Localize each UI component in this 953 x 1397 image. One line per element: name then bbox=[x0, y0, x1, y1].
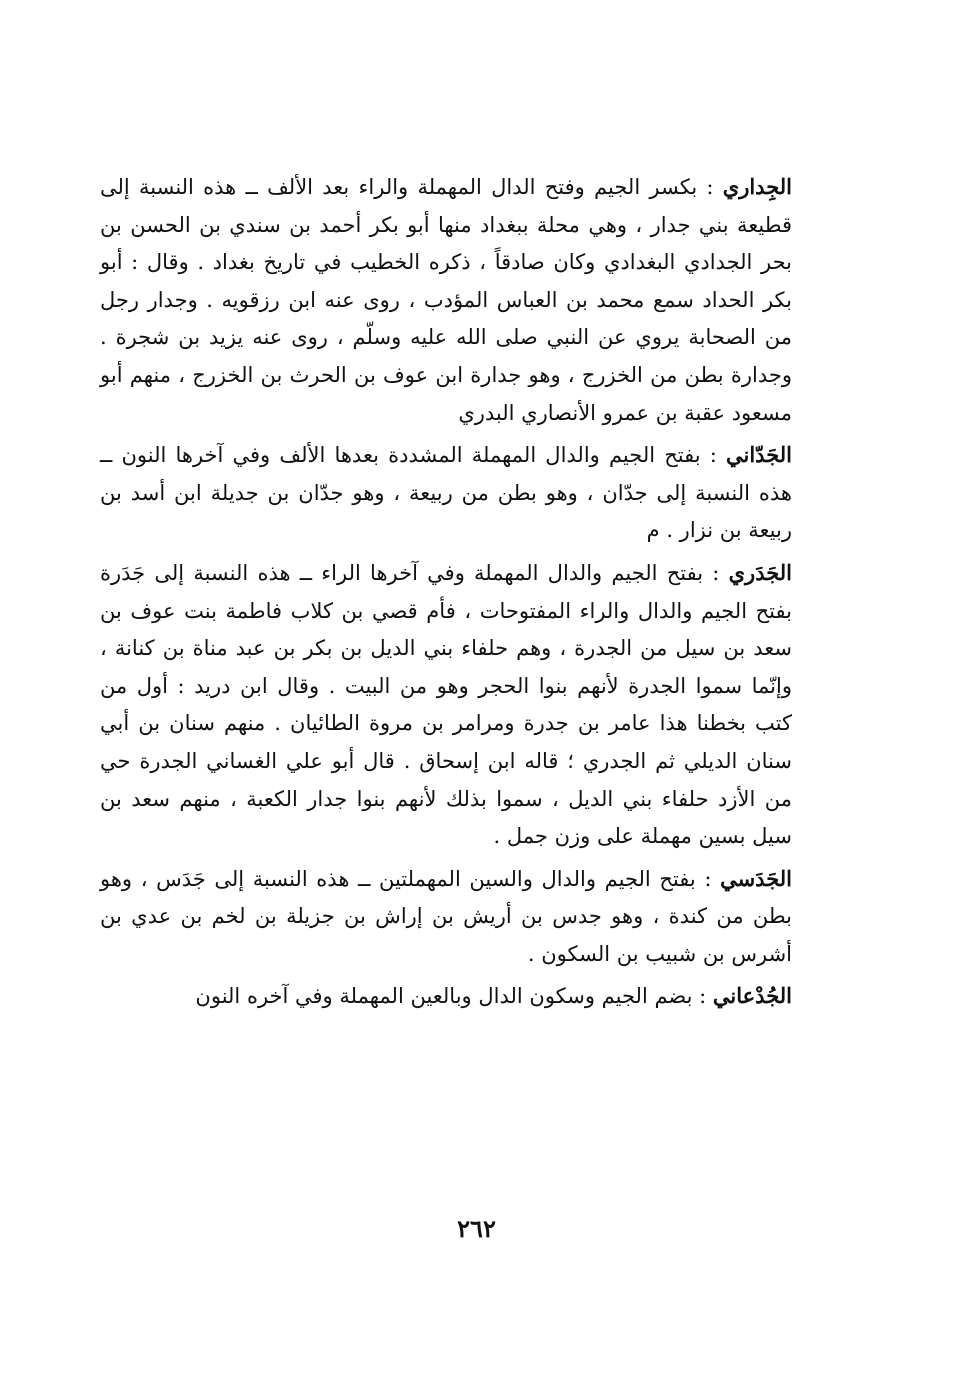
entry-body: : بكسر الجيم وفتح الدال المهملة والراء بعد الألف ــ هذه النسبة إلى قطيعة بني جدار ، وهي محلة ببغداد منها أبو بكر أحمد بن سندي بن الحسن بن بحر الجدادي البغدادي وكان صادقاً ، ذكره الخطيب في تاريخ بغداد . وقال : أبو بكر الحداد سمع محمد بن العباس المؤدب ، روى عنه ابن رزقويه . وجدار رجل من الصحابة يروي عن النبي صلى الله عليه وسلّم ، روى عنه يزيد بن شجرة . وجدارة بطن من الخزرج ، وهو جدارة ابن عوف بن الحرث بن الخزرج ، منهم أبو مسعود عقبة بن عمرو الأنصاري البدري bbox=[100, 175, 792, 425]
entry-body: : بضم الجيم وسكون الدال وبالعين المهملة وفي آخره النون bbox=[195, 984, 713, 1009]
entry-headword: الجَدّاني bbox=[726, 442, 792, 468]
entry-aljaddani bbox=[100, 436, 792, 550]
entry-aljudani bbox=[100, 977, 792, 1016]
entry-body: : بفتح الجيم والدال المهملة المشددة بعدها الألف وفي آخرها النون ــ هذه النسبة إلى جدّان ، وهو بطن من ربيعة ، وهو جدّان بن جديلة ابن أسد بن ربيعة بن نزار . م bbox=[100, 443, 792, 543]
entry-body: : بفتح الجيم والدال المهملة وفي آخرها الراء ــ هذه النسبة إلى جَدَرة بفتح الجيم والدال والراء المفتوحات ، فأم قصي بن كلاب فاطمة بنت عوف بن سعد بن سيل من الجدرة ، وهم حلفاء بني الديل بن بكر بن عبد مناة بن كنانة ، وإنّما سموا الجدرة لأنهم بنوا الحجر وهو من البيت . وقال ابن دريد : أول من كتب بخطنا هذا عامر بن جدرة ومرامر بن مروة الطائيان . منهم سنان بن أبي سنان الديلي ثم الجدري ؛ قاله ابن إسحاق . قال أبو علي الغساني الجدرة حي من الأزد حلفاء بني الديل ، سموا بذلك لأنهم بنوا جدار الكعبة ، منهم سعد بن سيل بسين مهملة على وزن جمل . bbox=[100, 560, 792, 849]
entry-headword: الجُدْعاني bbox=[712, 983, 792, 1009]
entry-aljadari bbox=[100, 554, 792, 856]
entry-aljidari bbox=[100, 168, 792, 432]
page-text bbox=[100, 168, 792, 1020]
page-number: ٢٦٢ bbox=[457, 1214, 496, 1243]
entry-aljadasi bbox=[100, 860, 792, 974]
entry-headword: الجَدَري bbox=[728, 559, 792, 585]
entry-headword: الجَدَسي bbox=[720, 865, 792, 891]
entry-headword: الجِداري bbox=[722, 174, 792, 199]
entry-body: : بفتح الجيم والدال والسين المهملتين ــ هذه النسبة إلى جَدَس ، وهو بطن من كندة ، وهو جدس بن أريش بن إراش بن جزيلة بن لخم بن عدي بن أشرس بن شبيب بن السكون . bbox=[100, 866, 792, 966]
